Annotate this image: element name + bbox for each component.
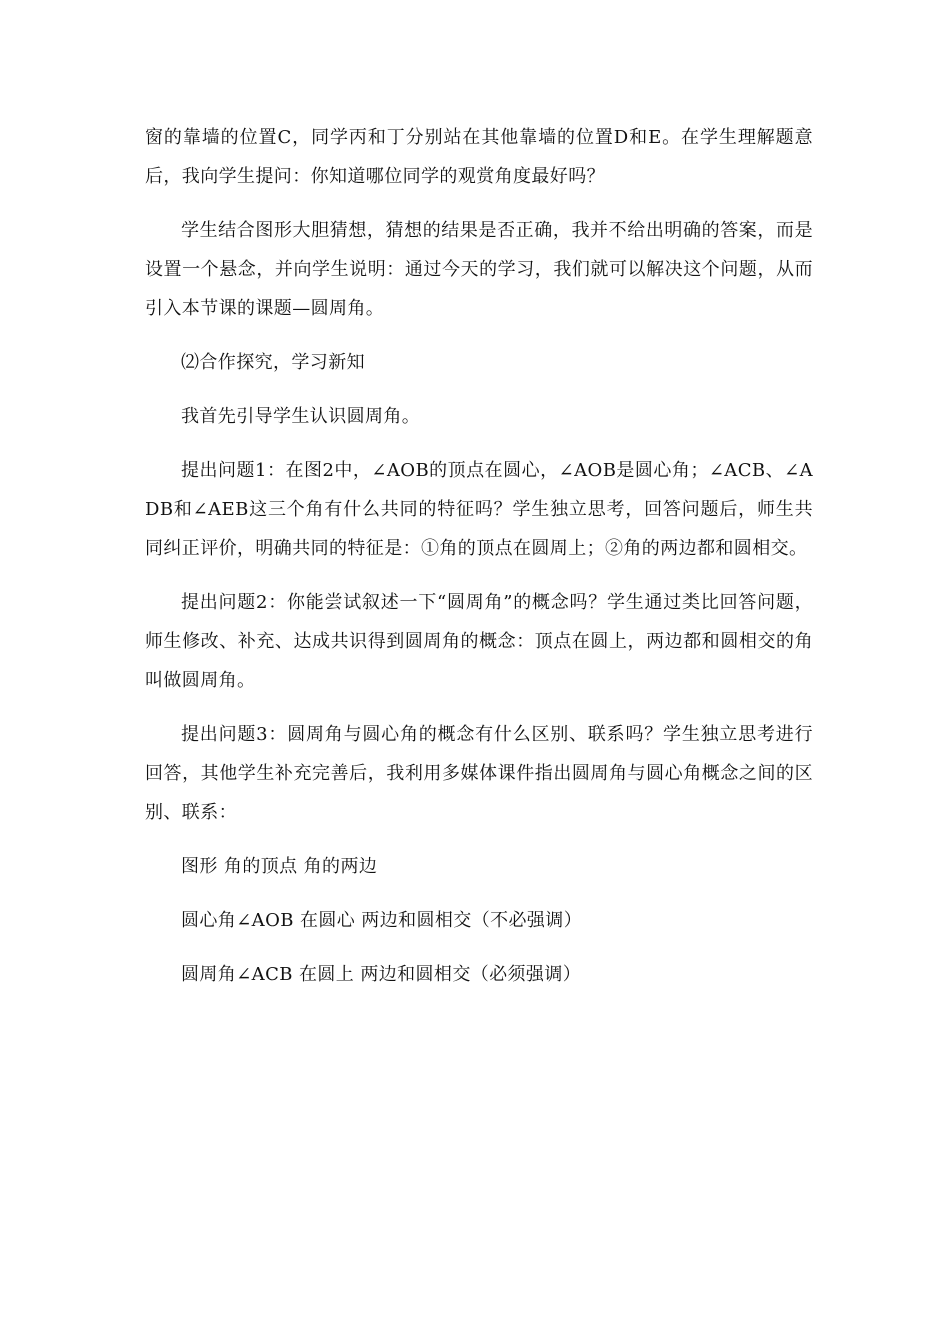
comparison-row-inscribed-angle: 圆周角∠ACB 在圆上 两边和圆相交（必须强调）: [181, 964, 582, 985]
paragraph-question-1: 提出问题1：在图2中，∠AOB的顶点在圆心，∠AOB是圆心角；∠ACB、∠ADB和∠AEB这三个角有什么共同的特征吗？学生独立思考，回答问题后，师生共同纠正评价，明确共同的特征是：①角的顶点在圆周上；②角的两边都和圆相交。: [145, 460, 813, 559]
comparison-row-central-angle: 圆心角∠AOB 在圆心 两边和圆相交（不必强调）: [181, 910, 583, 931]
paragraph-question-3: 提出问题3：圆周角与圆心角的概念有什么区别、联系吗？学生独立思考进行回答，其他学生补充完善后，我利用多媒体课件指出圆周角与圆心角概念之间的区别、联系：: [145, 724, 813, 823]
paragraph-viewing-angle-question: 窗的靠墙的位置C，同学丙和丁分别站在其他靠墙的位置D和E。在学生理解题意后，我向学生提问：你知道哪位同学的观赏角度最好吗？: [145, 127, 813, 187]
comparison-header-row: 图形 角的顶点 角的两边: [181, 856, 378, 877]
section-heading-cooperative-inquiry: ⑵合作探究，学习新知: [181, 352, 365, 373]
paragraph-student-guess: 学生结合图形大胆猜想，猜想的结果是否正确，我并不给出明确的答案，而是设置一个悬念，并向学生说明：通过今天的学习，我们就可以解决这个问题，从而引入本节课的课题—圆周角。: [145, 220, 813, 319]
document-body: [145, 118, 813, 994]
paragraph-introduce-inscribed-angle: 我首先引导学生认识圆周角。: [181, 406, 421, 427]
paragraph-question-2: 提出问题2：你能尝试叙述一下“圆周角”的概念吗？学生通过类比回答问题，师生修改、补充、达成共识得到圆周角的概念：顶点在圆上，两边都和圆相交的角叫做圆周角。: [145, 592, 813, 691]
